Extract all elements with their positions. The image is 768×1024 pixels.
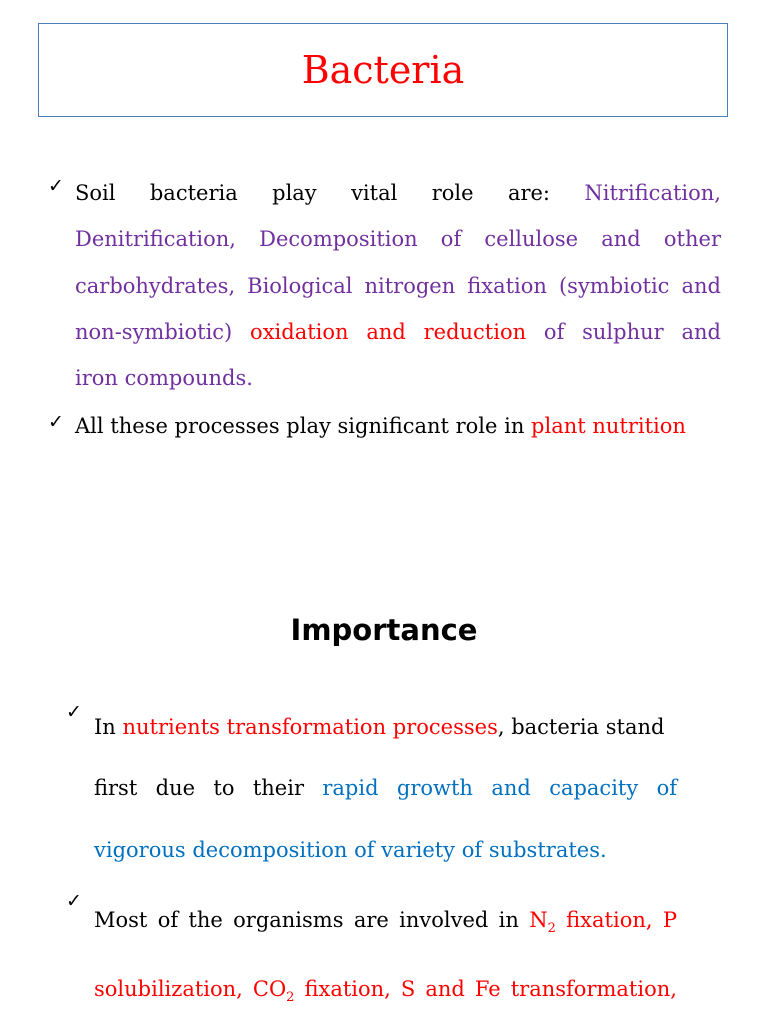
bullet1-line-5: iron compounds. xyxy=(75,366,253,391)
imp2-line-2: solubilization, $CO_2$ fixation, S and Fe transformation, xyxy=(94,977,677,1005)
imp1-line-1: In nutrients transformation processes, bacteria stand xyxy=(94,715,665,739)
page-title: Bacteria xyxy=(301,48,465,92)
bullet1-line-2: Denitrification, Decomposition of cellulose and other xyxy=(75,227,721,252)
checkmark-icon: ✓ xyxy=(48,411,64,433)
checkmark-icon: ✓ xyxy=(66,890,82,912)
bullet1-line-3: carbohydrates, Biological nitrogen fixation (symbiotic and xyxy=(75,273,721,298)
bullet1-line-4: non-symbiotic) oxidation and reduction of sulphur and xyxy=(75,319,721,344)
title-box xyxy=(38,23,728,117)
importance-heading: Importance xyxy=(290,613,478,647)
imp1-line-2: first due to their rapid growth and capacity of xyxy=(94,776,677,801)
bullet-nutrients-transformation xyxy=(94,697,677,881)
bullet-organisms-involved xyxy=(94,886,677,1024)
bullet-processes xyxy=(75,407,735,445)
bullet-soil-bacteria xyxy=(75,170,721,401)
imp1-line-3: vigorous decomposition of variety of substrates. xyxy=(94,837,607,862)
bullet2-red: plant nutrition xyxy=(531,414,686,438)
bullet1-line-1: Soil bacteria play vital role are: Nitrification, xyxy=(75,181,721,205)
bullet2-text: All these processes play significant role in xyxy=(75,414,525,438)
checkmark-icon: ✓ xyxy=(66,701,82,723)
checkmark-icon: ✓ xyxy=(48,175,64,197)
imp2-line-1: Most of the organisms are involved in $N_2$ fixation, P xyxy=(94,908,677,936)
